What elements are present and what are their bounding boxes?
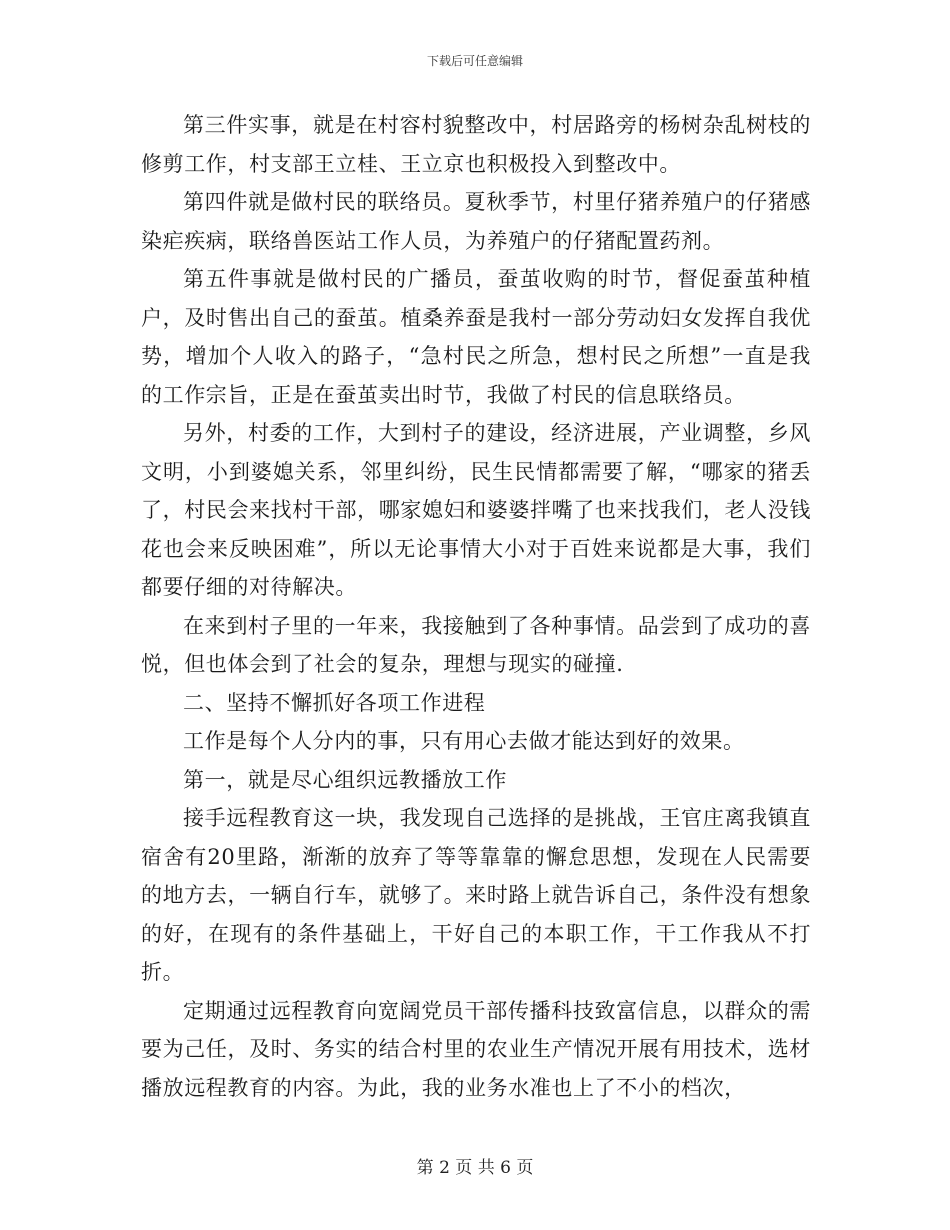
subsection-heading: 第一，就是尽心组织远教播放工作 [183,767,507,792]
paragraph-4: 另外，村委的工作，大到村子的建设，经济进展，产业调整，乡风文明，小到婆媳关系，邻里纠纷，民生民情都需要了解，“哪家的猪丢了，村民会来找村干部，哪家媳妇和婆婆拌嘴了也来找我们，老人没钱花也会来反映困难”，所以无论事情大小对于百姓来说都是大事，我们都要仔细的对待解决。 [141,421,811,599]
paragraph-5: 在来到村子里的一年来，我接触到了各种事情。品尝到了成功的喜悦，但也体会到了社会的复杂，理想与现实的碰撞. [141,613,811,676]
paragraph-6: 工作是每个人分内的事，只有用心去做才能达到好的效果。 [183,729,745,753]
paragraph-7: 接手远程教育这一块，我发现自己选择的是挑战，王官庄离我镇直宿舍有20里路，渐渐的放弃了等等靠靠的懈怠思想，发现在人民需要的地方去，一辆自行车，就够了。来时路上就告诉自己，条件没有想象的好，在现有的条件基础上，干好自己的本职工作，干工作我从不打折。 [141,806,811,984]
paragraph-2: 第四件就是做村民的联络员。夏秋季节，村里仔猪养殖户的仔猪感染疟疾病，联络兽医站工作人员，为养殖户的仔猪配置药剂。 [141,190,811,253]
page-header: 下载后可任意编辑 [426,54,523,68]
page-number-footer: 第 2 页 共 6 页 [416,1158,534,1178]
paragraph-3: 第五件事就是做村民的广播员，蚕茧收购的时节，督促蚕茧种植户，及时售出自己的蚕茧。植桑养蚕是我村一部分劳动妇女发挥自我优势，增加个人收入的路子，“急村民之所急，想村民之所想”一直是我的工作宗旨，正是在蚕茧卖出时节，我做了村民的信息联络员。 [141,267,811,407]
section-heading: 二、坚持不懈抓好各项工作进程 [183,690,486,715]
paragraph-1: 第三件实事，就是在村容村貌整改中，村居路旁的杨树杂乱树枝的修剪工作，村支部王立桂、王立京也积极投入到整改中。 [141,113,811,176]
body-text [141,106,811,1107]
paragraph-8: 定期通过远程教育向宽阔党员干部传播科技致富信息，以群众的需要为己任，及时、务实的结合村里的农业生产情况开展有用技术，选材播放远程教育的内容。为此，我的业务水准也上了不小的档次， [141,998,811,1100]
